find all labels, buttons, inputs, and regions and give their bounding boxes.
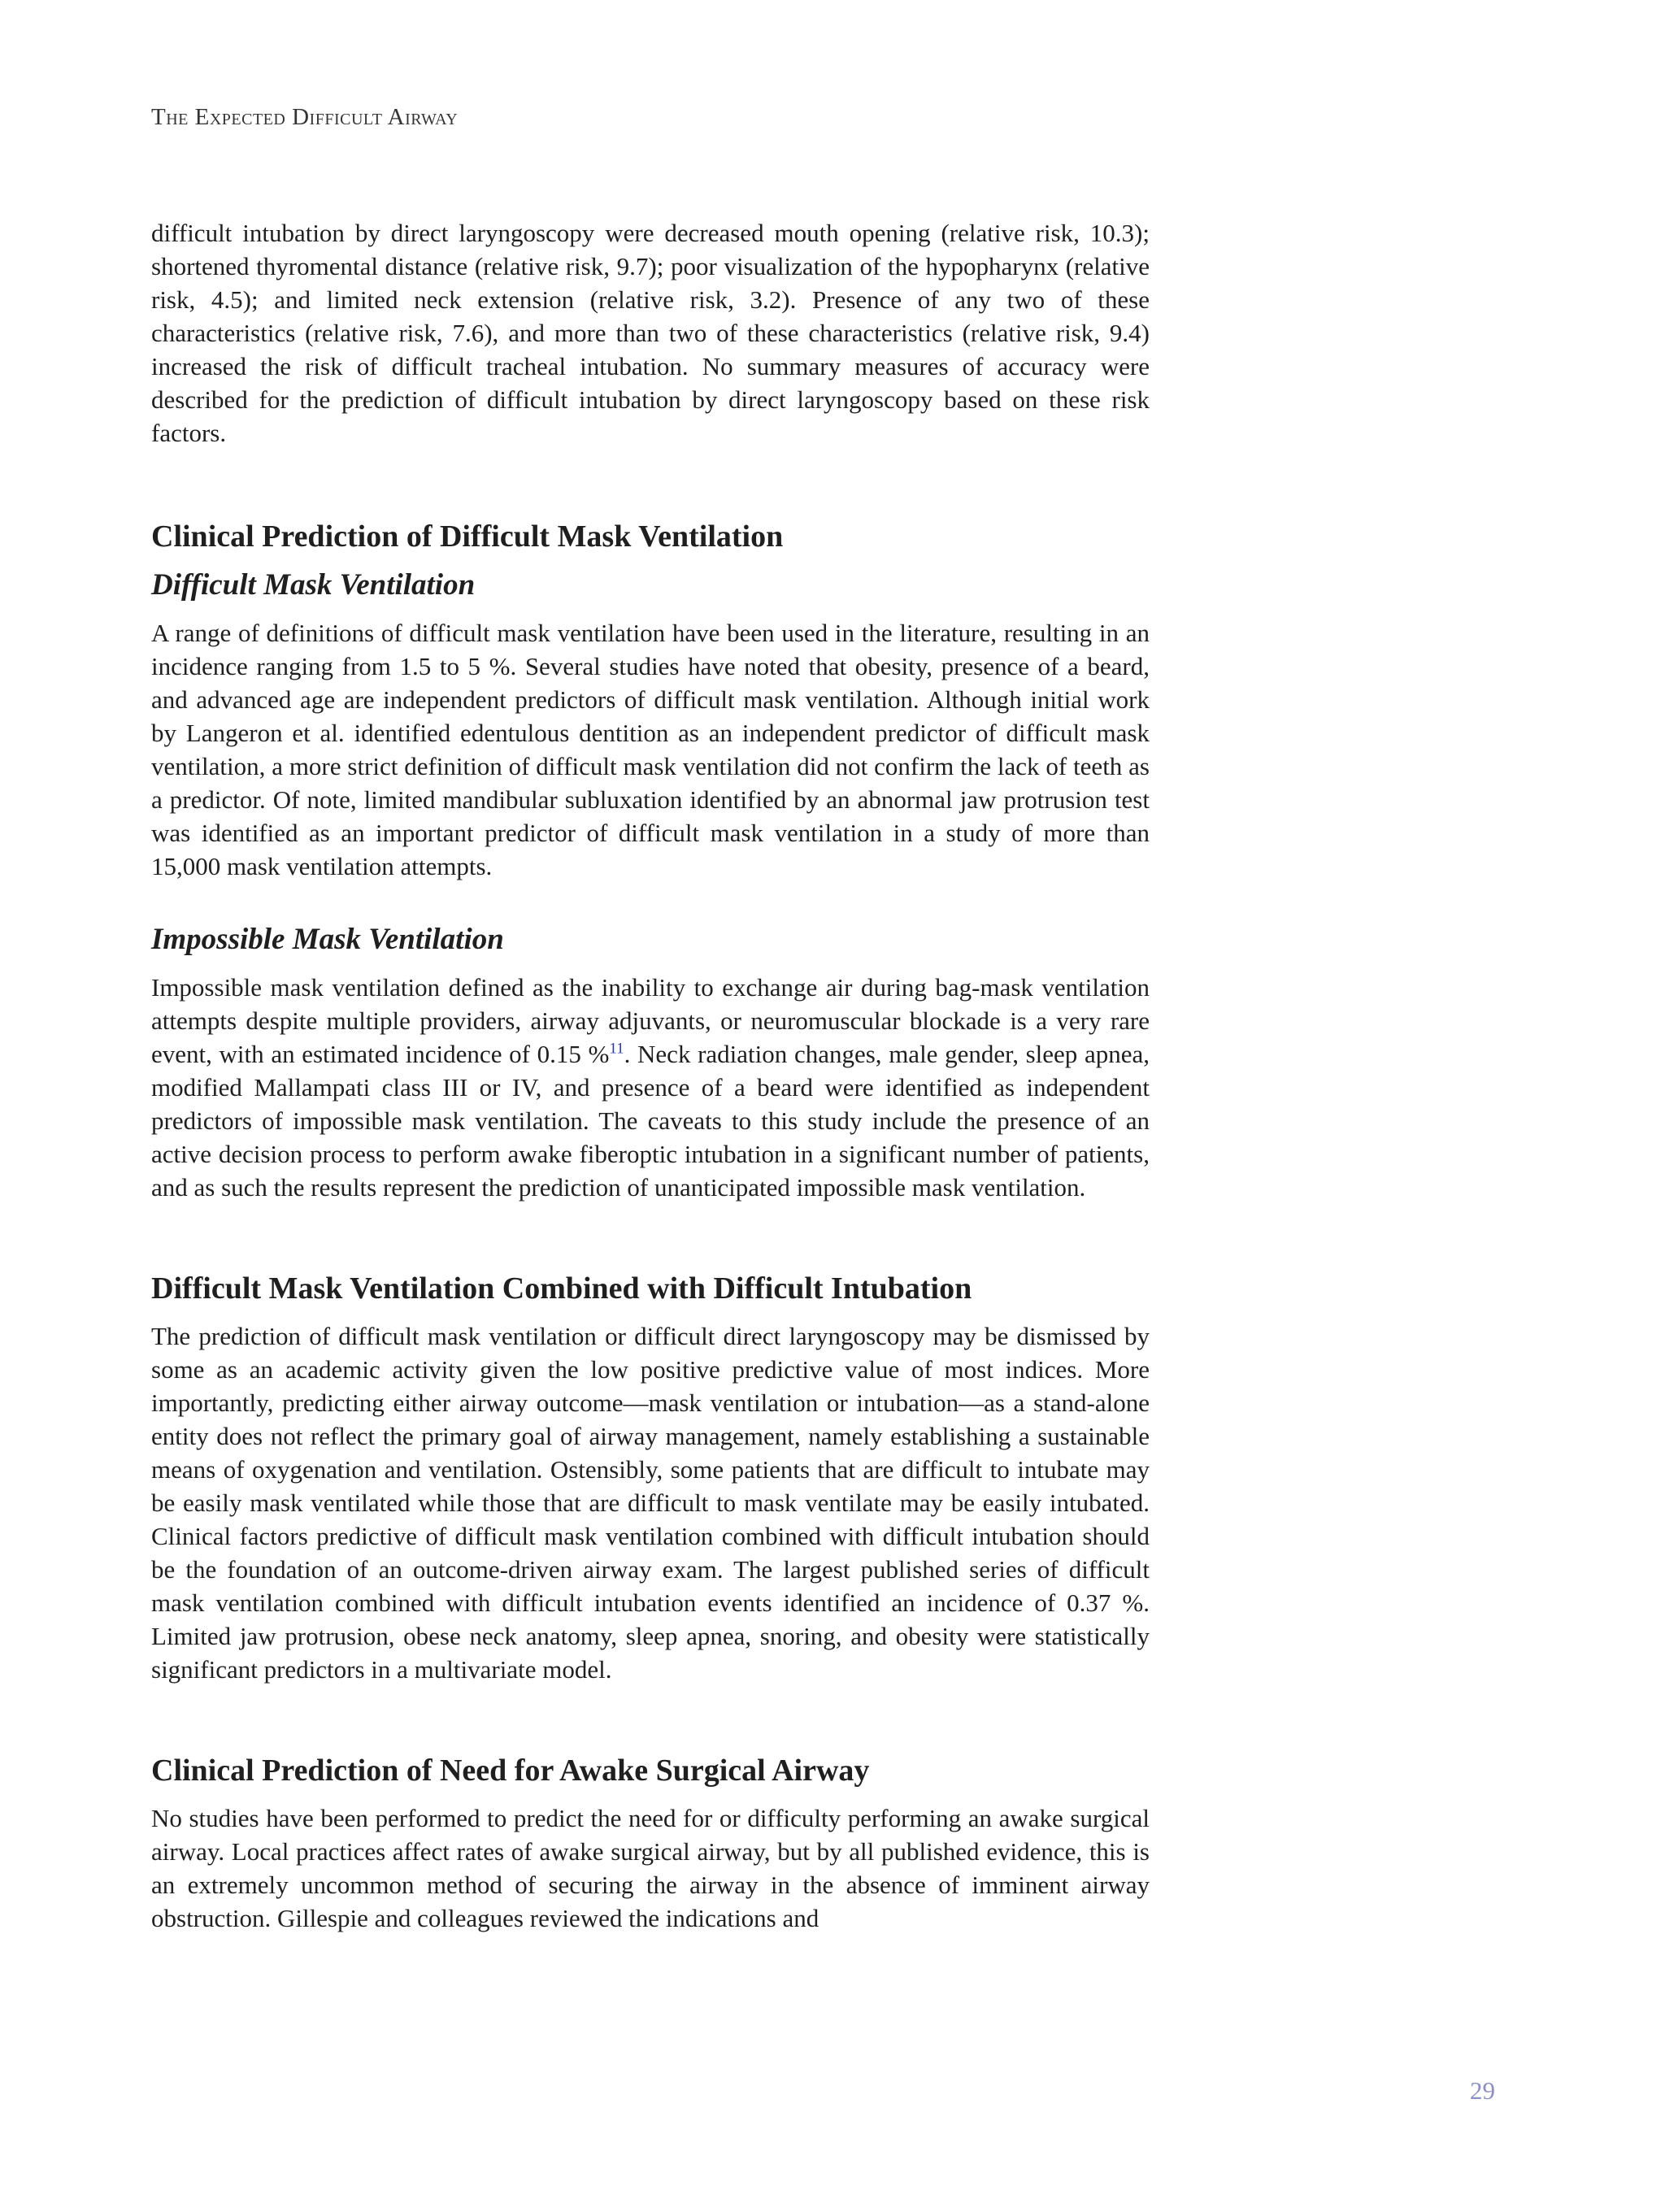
page-number: 29 — [1470, 2076, 1495, 2105]
paragraph-impossible-mask — [151, 971, 1150, 1204]
heading-clinical-prediction-mask: Clinical Prediction of Difficult Mask Ventilation — [151, 519, 784, 554]
paragraph-difficult-mask: A range of definitions of difficult mask ventilation have been used in the literature, resulting in an incidence ranging from 1.5 to 5 %. Several studies have noted that obesity, presence of a beard, and advanced age are independent predictors of difficult mask ventilation. Although initial work by Langeron et al. identified edentulous dentition as an independent predictor of difficult mask ventilation, a more strict definition of difficult mask ventilation did not confirm the lack of teeth as a predictor. Of note, limited mandibular subluxation identified by an abnormal jaw protrusion test was identified as an important predictor of difficult mask ventilation in a study of more than 15,000 mask ventilation attempts. — [151, 619, 1150, 880]
paragraph-impossible-mask-part1: Impossible mask ventilation defined as the inability to exchange air during bag-mask ventilation attempts despite multiple providers, airway adjuvants, or neuromuscular blockade is a very rare event, with an estimated incidence of 0.15 % — [151, 973, 1150, 1068]
subheading-difficult-mask: Difficult Mask Ventilation — [151, 568, 476, 602]
reference-link-11[interactable]: 11 — [609, 1040, 624, 1058]
paragraph-intro: difficult intubation by direct laryngoscopy were decreased mouth opening (relative risk, 10.3); shortened thyromental distance (relative risk, 9.7); poor visualization of the hypopharynx (relative risk, 4.5); and limited neck extension (relative risk, 3.2). Presence of any two of these characteristics (relative risk, 7.6), and more than two of these characteristics (relative risk, 9.4) increased the risk of difficult tracheal intubation. No summary measures of accuracy were described for the prediction of difficult intubation by direct laryngoscopy based on these risk factors. — [151, 219, 1150, 447]
running-head: The Expected Difficult Airway — [151, 104, 459, 130]
paragraph-surgical-airway: No studies have been performed to predict the need for or difficulty performing an awake surgical airway. Local practices affect rates of awake surgical airway, but by all published evidence, this is an extremely uncommon method of securing the airway in the absence of imminent airway obstruction. Gillespie and colleagues reviewed the indications and — [151, 1804, 1150, 1932]
heading-combined: Difficult Mask Ventilation Combined with Difficult Intubation — [151, 1271, 972, 1306]
paragraph-combined: The prediction of difficult mask ventilation or difficult direct laryngoscopy may be dismissed by some as an academic activity given the low positive predictive value of most indices. More importantly, predicting either airway outcome—mask ventilation or intubation—as a stand-alone entity does not reflect the primary goal of airway management, namely establishing a sustainable means of oxygenation and ventilation. Ostensibly, some patients that are difficult to intubate may be easily mask ventilated while those that are difficult to mask ventilate may be easily intubated. Clinical factors predictive of difficult mask ventilation combined with difficult intubation should be the foundation of an outcome-driven airway exam. The largest published series of difficult mask ventilation combined with difficult intubation events identified an incidence of 0.37 %. Limited jaw protrusion, obese neck anatomy, sleep apnea, snoring, and obesity were statistically significant predictors in a multivariate model. — [151, 1322, 1150, 1684]
subheading-impossible-mask: Impossible Mask Ventilation — [151, 923, 504, 956]
heading-surgical-airway: Clinical Prediction of Need for Awake Surgical Airway — [151, 1754, 870, 1788]
article-body — [151, 216, 1150, 1935]
paragraph-impossible-mask-part2: . Neck radiation changes, male gender, sleep apnea, modified Mallampati class III or IV, and presence of a beard were identified as independent predictors of impossible mask ventilation. The caveats to this study include the presence of an active decision process to perform awake fiberoptic intubation in a significant number of patients, and as such the results represent the prediction of unanticipated impossible mask ventilation. — [151, 1040, 1150, 1202]
